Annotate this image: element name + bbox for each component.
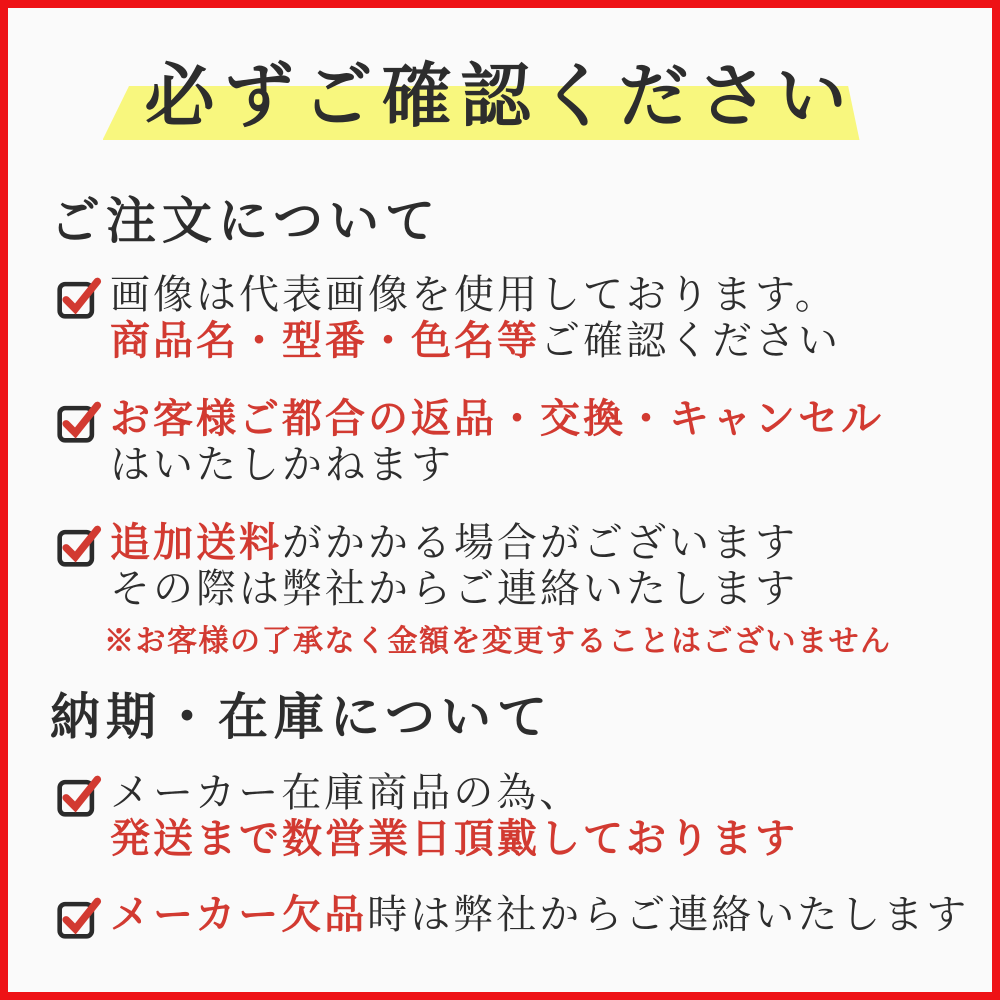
section-heading-delivery-stock: 納期・在庫について <box>50 687 553 746</box>
item-text-segment: 時は弊社からご連絡いたします <box>367 892 970 938</box>
item-text-segment: はいたしかねます <box>110 442 454 488</box>
item-line <box>110 770 798 816</box>
item-note: ※お客様の了承なく金額を変更することはございません <box>104 624 892 659</box>
checklist-item-representative-image <box>56 272 992 364</box>
page-title: 必ずご確認ください <box>144 54 856 137</box>
checklist-item-maker-stock <box>56 770 992 862</box>
item-line <box>110 520 892 566</box>
item-text <box>110 892 969 938</box>
item-text-segment: ご確認ください <box>540 318 841 364</box>
item-line <box>110 318 841 364</box>
item-line <box>110 442 884 488</box>
checklist-item-extra-shipping <box>56 520 992 660</box>
checkbox-icon <box>56 772 102 818</box>
checkbox-icon <box>56 274 102 320</box>
item-line <box>110 396 884 442</box>
item-text-segment: その際は弊社からご連絡いたします <box>110 566 798 612</box>
item-line <box>110 566 892 612</box>
item-text-segment-red: 追加送料 <box>110 519 282 566</box>
item-text <box>104 519 892 660</box>
checklist-item-no-returns <box>56 396 992 488</box>
checklist-item-maker-shortage <box>56 892 992 940</box>
page-title-wrap <box>145 46 856 146</box>
item-text <box>110 396 884 488</box>
checkbox-icon <box>56 894 102 940</box>
item-text-segment: 画像は代表画像を使用しております。 <box>110 272 838 318</box>
item-text-segment-red: 商品名・型番・色名等 <box>110 317 540 364</box>
item-line <box>110 272 841 318</box>
item-text-segment-red: メーカー欠品 <box>110 891 368 938</box>
item-text-segment-red: お客様ご都合の返品・交換・キャンセル <box>110 395 884 442</box>
item-text <box>110 272 841 364</box>
item-line <box>110 892 969 938</box>
item-line <box>110 816 798 862</box>
item-text <box>110 770 798 862</box>
item-text-segment: がかかる場合がございます <box>282 520 798 566</box>
item-text-segment: メーカー在庫商品の為、 <box>110 770 583 816</box>
checkbox-icon <box>56 522 102 568</box>
section-heading-order: ご注文について <box>50 191 441 250</box>
checkbox-icon <box>56 398 102 444</box>
title-row <box>8 46 992 150</box>
item-text-segment-red: 発送まで数営業日頂戴しております <box>110 815 798 862</box>
